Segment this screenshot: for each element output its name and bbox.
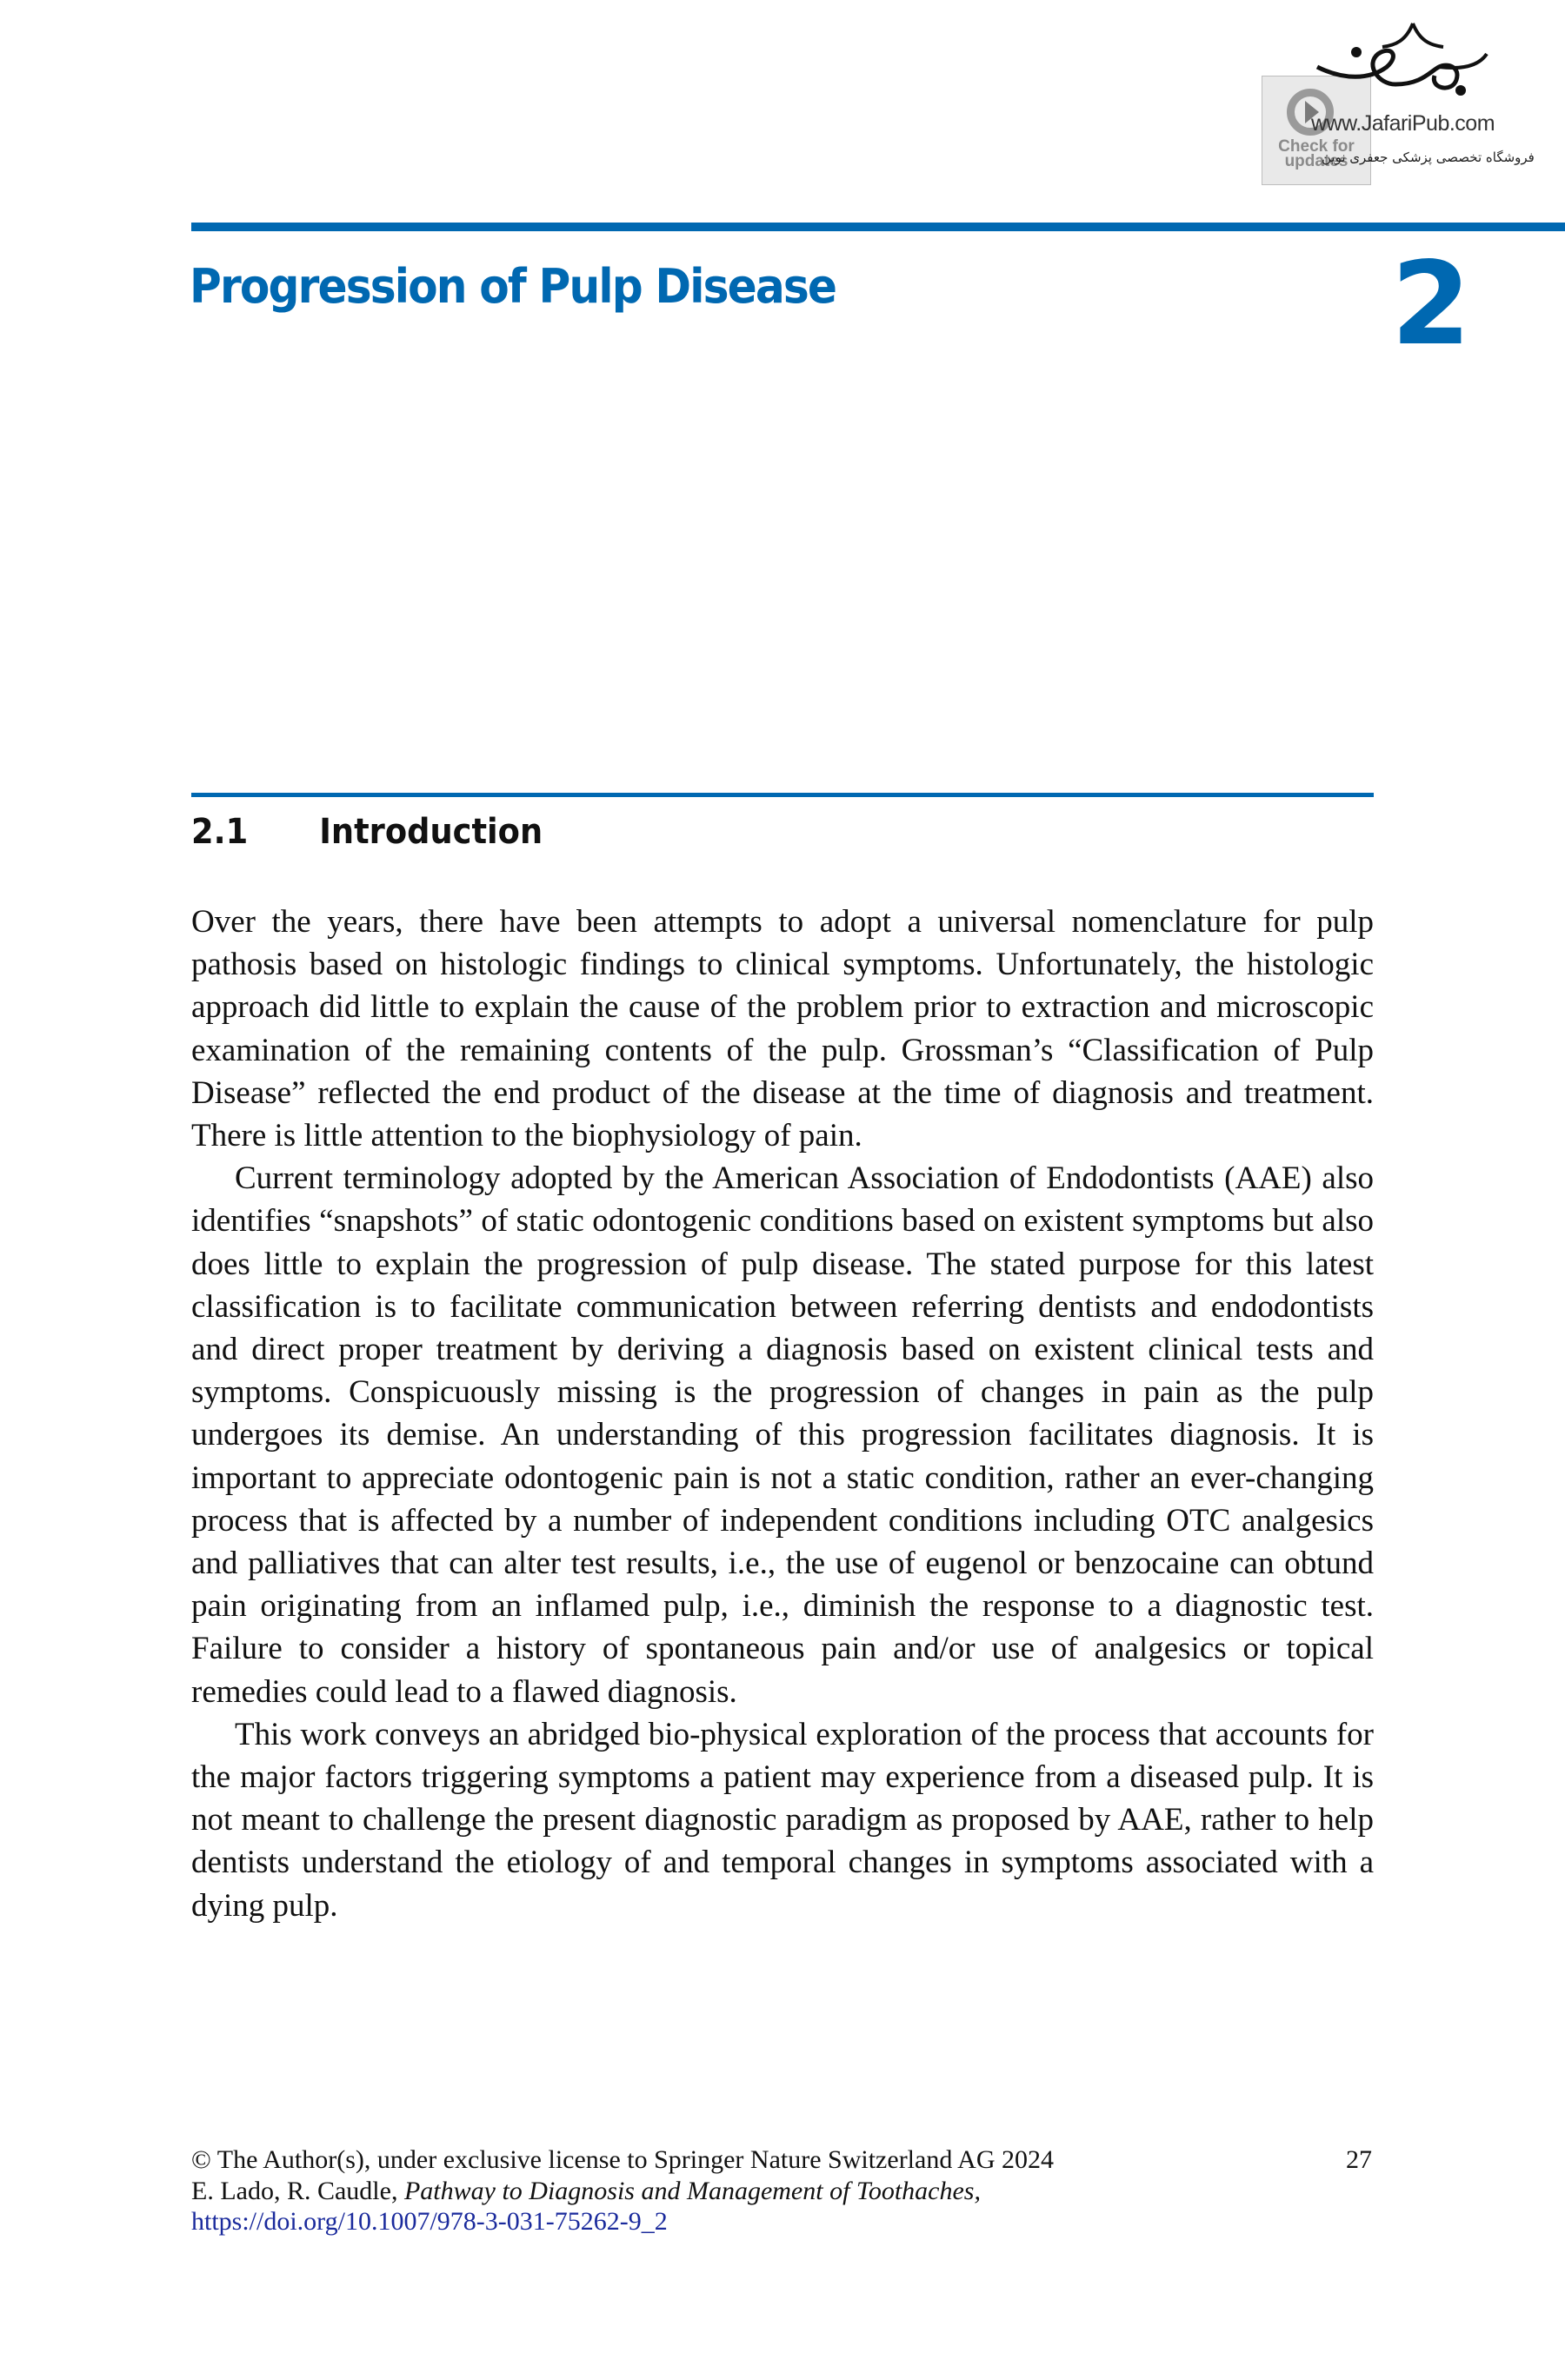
body-text (191, 901, 1374, 1927)
footer-citation (191, 2144, 1374, 2237)
chapter-number: 2 (1391, 237, 1471, 371)
paragraph: Current terminology adopted by the American Association of Endodontists (AAE) also identifies “snapshots” of static odontogenic conditions based on existent symptoms but also does little to explain the progression of pulp disease. The stated purpose for this latest classification is to facilitate communication between referring dentists and endodontists and direct proper treatment by deriving a diagnosis based on existent clinical tests and symptoms. Conspicuously missing is the progression of changes in pain as the pulp undergoes its demise. An understanding of this progression facilitates diagnosis. It is important to appreciate odontogenic pain is not a static condition, rather an ever-changing process that is affected by a number of independent conditions including OTC analgesics and palliatives that can alter test results, i.e., the use of eugenol or benzocaine can obtund pain originating from an inflamed pulp, i.e., diminish the response to a diagnostic test. Failure to consider a history of spontaneous pain and/or use of analgesics or topical remedies could lead to a flawed diagnosis. (191, 1160, 1374, 1710)
authors: E. Lado, R. Caudle, (191, 2176, 404, 2205)
chapter-rule (191, 223, 1565, 231)
section-title: Introduction (319, 812, 543, 852)
watermark-tagline: فروشگاه تخصصی پزشکی جعفری نوین (1322, 150, 1535, 165)
citation-line (191, 2176, 1374, 2207)
watermark-url: www.JafariPub.com (1311, 111, 1495, 136)
book-title-suffix: , (974, 2176, 981, 2205)
paragraph: Over the years, there have been attempts to adopt a universal nomenclature for pulp pathosis based on histologic findings to clinical symptoms. Unfortunately, the histologic approach did little to explain the cause of the problem prior to extraction and microscopic examination of the remaining contents of the pulp. Grossman’s “Classification of Pulp Disease” reflected the end product of the disease at the time of diagnosis and treatment. There is little attention to the biophysiology of pain. (191, 904, 1374, 1154)
badge-label-line1: Check for (1278, 137, 1355, 156)
paragraph: This work conveys an abridged bio-physical exploration of the process that accounts for the major factors triggering symptoms a patient may experience from a diseased pulp. It is not meant to challenge the present diagnostic paradigm as proposed by AAE, rather to help dentists understand the etiology of and temporal changes in symptoms associated with a dying pulp. (191, 1716, 1374, 1924)
section-heading (191, 812, 543, 852)
section-number: 2.1 (191, 812, 249, 852)
page-number: 27 (1346, 2145, 1372, 2174)
jafaripub-logo-icon (1309, 19, 1491, 106)
chapter-title: Progression of Pulp Disease (190, 259, 836, 314)
copyright-line: © The Author(s), under exclusive license to Springer Nature Switzerland AG 2024 (191, 2145, 1055, 2174)
section-rule (191, 793, 1374, 797)
doi-link[interactable]: https://doi.org/10.1007/978-3-031-75262-9_2 (191, 2207, 668, 2236)
badge-label-line2: updates (1284, 152, 1349, 170)
book-title: Pathway to Diagnosis and Management of Toothaches (403, 2176, 975, 2205)
